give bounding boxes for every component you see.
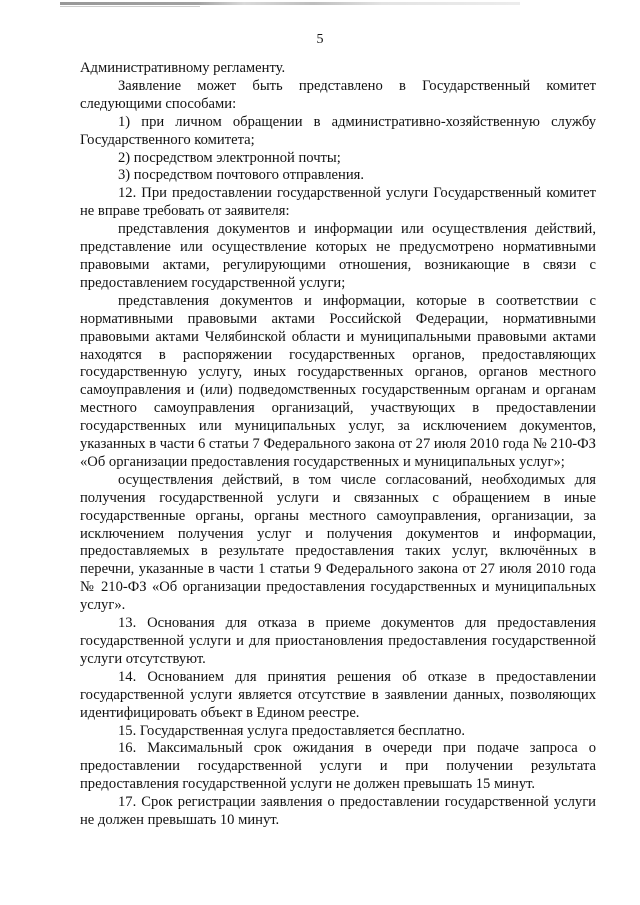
paragraph: представления документов и информации, которые в соответствии с нормативными правовыми актами Российской Федерации, нормативными правовыми актами Челябинской области и муниципальными правовыми актами находятся в распоряжении государственных органов, предоставляющих государственную услугу, иных государственных органов, органов местного самоуправления и (или) подведомственных государственным органам и органам местного самоуправления организаций, участвующих в предоставлении государственных или муниципальных услуг, за исключением документов, указанных в части 6 статьи 7 Федерального закона от 27 июля 2010 года № 210-ФЗ «Об организации предоставления государственных и муниципальных услуг»; <box>80 292 596 470</box>
paragraph: 17. Срок регистрации заявления о предоставлении государственной услуги не должен превышать 10 минут. <box>80 794 596 829</box>
paragraph: представления документов и информации или осуществления действий, представление или осуществление которых не предусмотрено нормативными правовыми актами, регулирующими отношения, возникающие в связи с предоставлением государственной услуги; <box>80 221 596 291</box>
paragraph: 14. Основанием для принятия решения об отказе в предоставлении государственной услуги является отсутствие в заявлении данных, позволяющих идентифицировать объект в Едином реестре. <box>80 668 596 721</box>
scan-artifact <box>60 2 520 5</box>
paragraph: 15. Государственная услуга предоставляется бесплатно. <box>118 722 466 739</box>
paragraph: 13. Основания для отказа в приеме документов для предоставления государственной услуги и для приостановления предоставления государственной услуги отсутствуют. <box>80 615 596 667</box>
page-number: 5 <box>316 32 324 47</box>
document-body <box>80 60 596 830</box>
scan-artifact <box>60 6 200 7</box>
paragraph: 12. При предоставлении государственной услуги Государственный комитет не вправе требовать от заявителя: <box>80 185 596 220</box>
paragraph: 1) при личном обращении в административно-хозяйственную службу Государственного комитета; <box>80 113 596 148</box>
paragraph: Административному регламенту. <box>80 60 286 76</box>
paragraph: 16. Максимальный срок ожидания в очереди при подаче запроса о предоставлении государственной услуги и при получении результата предоставления государственной услуги не должен превышать 15 минут. <box>80 740 596 793</box>
paragraph: 3) посредством почтового отправления. <box>118 167 365 184</box>
paragraph: Заявление может быть представлено в Государственный комитет следующими способами: <box>80 77 596 112</box>
paragraph: 2) посредством электронной почты; <box>118 149 341 166</box>
paragraph: осуществления действий, в том числе согласований, необходимых для получения государственной услуги и связанных с обращением в иные государственные органы, органы местного самоуправления, организации, за исключением получения услуг и получения документов и информации, предоставляемых в результате предоставления таких услуг, включённых в перечни, указанные в части 1 статьи 9 Федерального закона от 27 июля 2010 года № 210-ФЗ «Об организации предоставления государственных и муниципальных услуг». <box>80 471 596 614</box>
